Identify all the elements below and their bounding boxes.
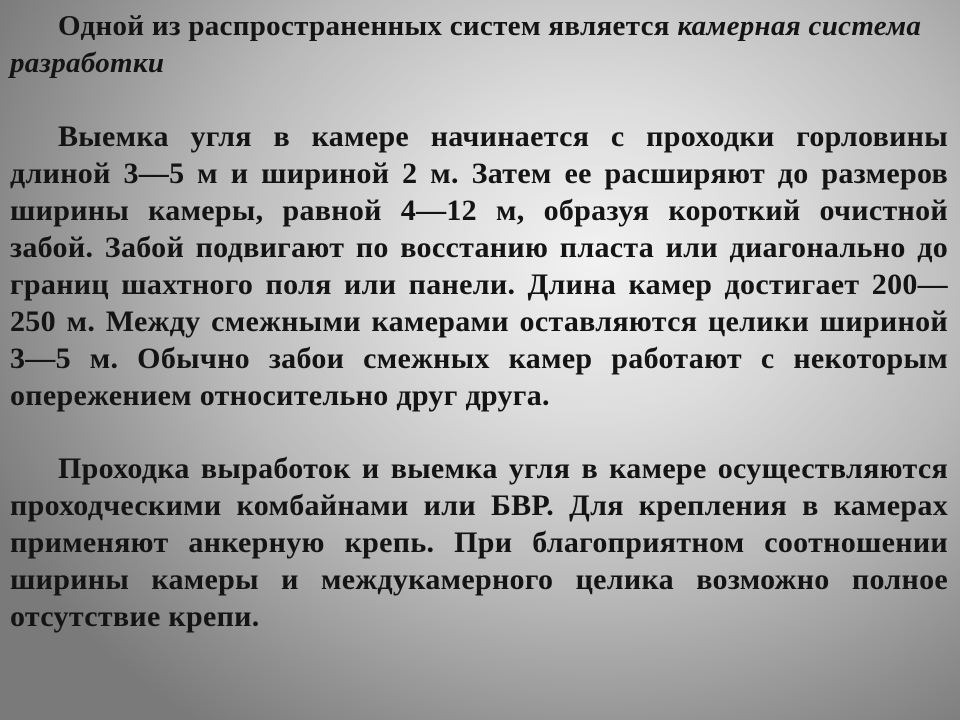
paragraph-drivage-support: Проходка выработок и выемка угля в камере осуществляются проходческими комбайнами или БВР. Для крепления в камерах применяют анкерную крепь. При благоприятном соотношении ширины камеры и междукамерного целика возможно полное отсутствие крепи. [10, 452, 948, 633]
slide-text-body [10, 8, 948, 635]
paragraph-chamber-extraction: Выемка угля в камере начинается с проходки горловины длиной 3—5 м и шириной 2 м. Затем ее расширяют до размеров ширины камеры, равной 4—12 м, образуя короткий очистной забой. Забой подвигают по восстанию пласта или диагонально до границ шахтного поля или панели. Длина камер достигает 200—250 м. Между смежными камерами оставляются целики шириной 3—5 м. Обычно забои смежных камер работают с некоторым опережением относительно друг друга. [10, 120, 948, 412]
paragraph-spacer [10, 82, 948, 118]
paragraph-spacer [10, 414, 948, 450]
intro-italic-term: камерная система разработки [10, 10, 922, 79]
intro-lead-text: Одной из распространенных систем является [58, 10, 678, 42]
intro-paragraph [10, 8, 948, 82]
